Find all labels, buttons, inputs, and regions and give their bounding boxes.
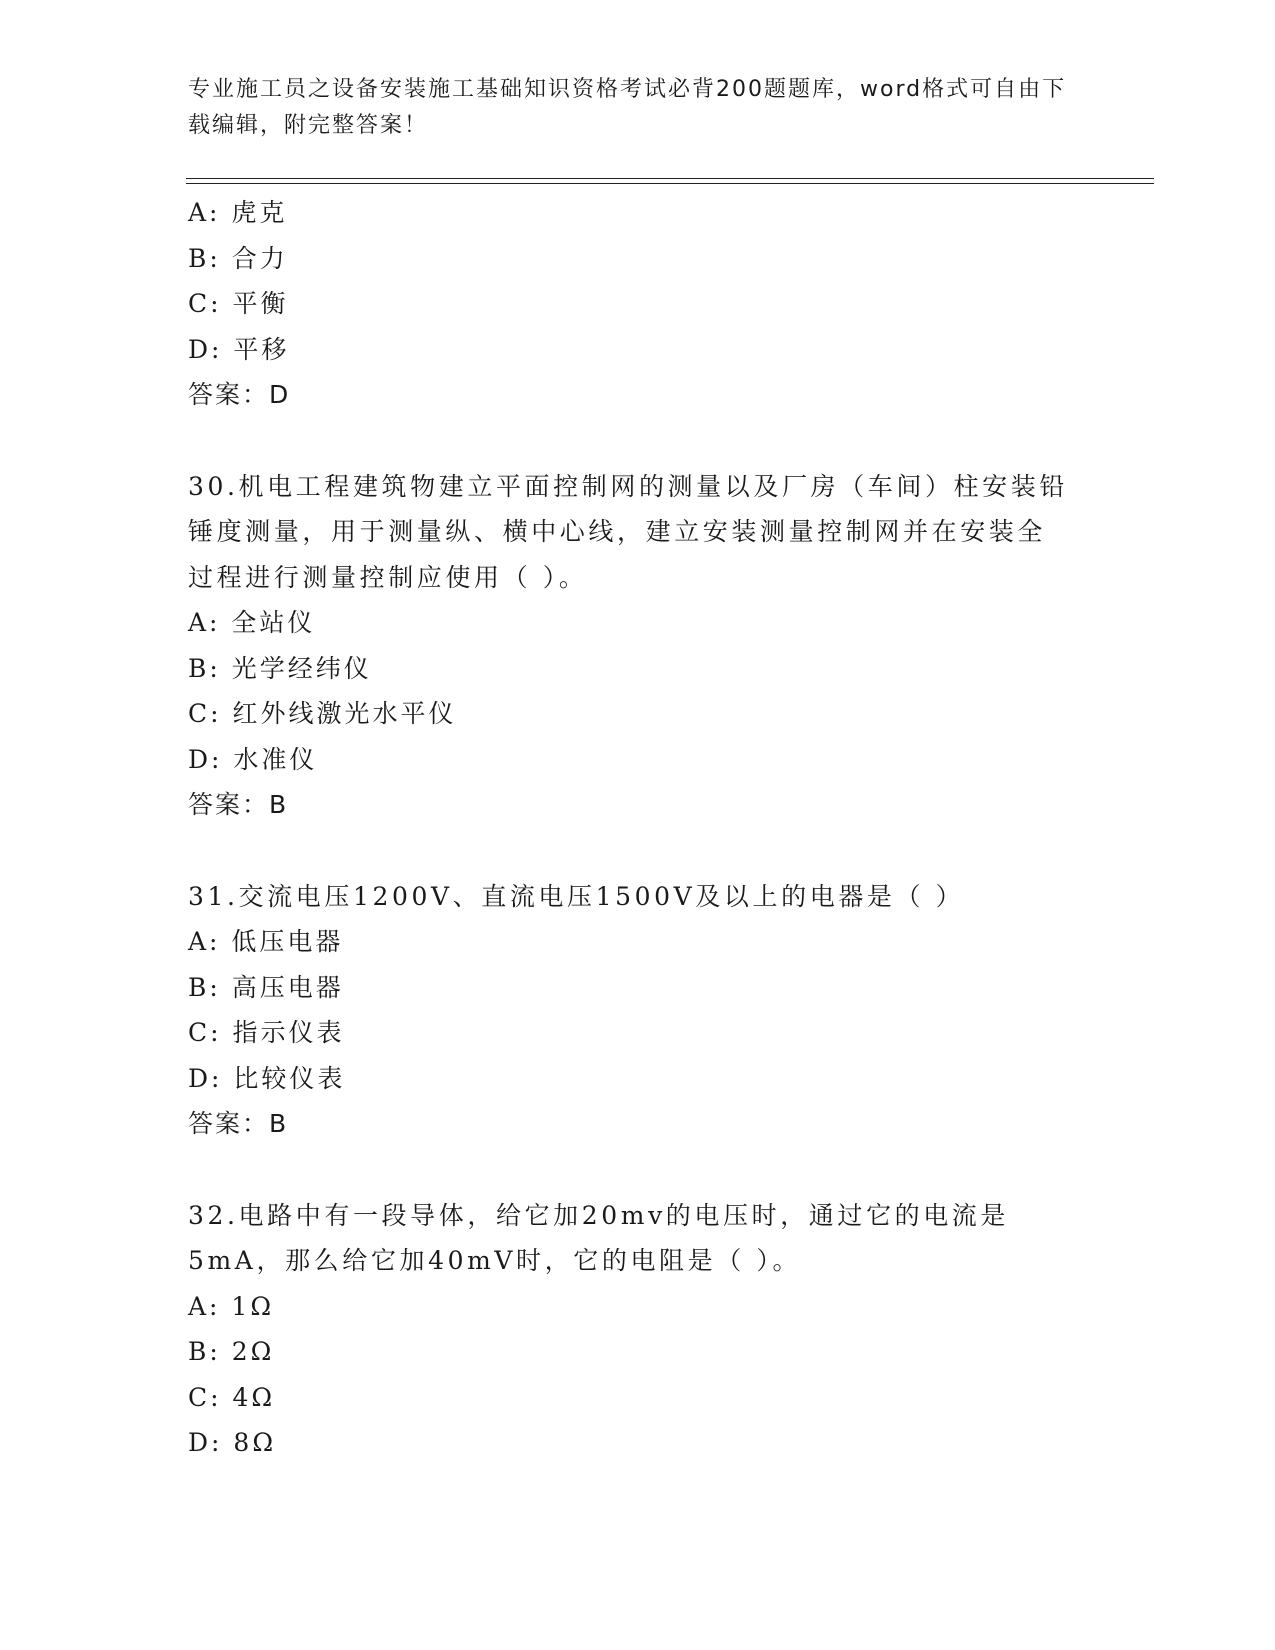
option-c: C: 4Ω xyxy=(188,1382,276,1412)
page-header: 专业施工员之设备安装施工基础知识资格考试必背200题题库，word格式可自由下载编辑，附完整答案！ xyxy=(188,77,1067,138)
option-b: B: 合力 xyxy=(188,243,288,273)
option-d: D: 比较仪表 xyxy=(188,1063,346,1093)
option-a: A: 全站仪 xyxy=(188,608,316,637)
question-block xyxy=(188,464,1088,828)
option-b: B: 光学经纬仪 xyxy=(188,653,372,683)
option-b: B: 2Ω xyxy=(188,1337,275,1366)
answer-line: 答案：B xyxy=(188,1109,289,1138)
option-d: D: 平移 xyxy=(188,334,290,364)
block-spacer xyxy=(188,418,1088,464)
header-rule-bottom xyxy=(186,183,1154,184)
answer-line: 答案：D xyxy=(188,380,291,409)
option-a: A: 虎克 xyxy=(188,198,288,227)
question-block xyxy=(188,874,1088,1147)
question-text: 32.电路中有一段导体，给它加20mv的电压时，通过它的电流是5mA，那么给它加40mV时，它的电阻是（ ）。 xyxy=(188,1200,1010,1275)
answer-line: 答案：B xyxy=(188,790,289,819)
question-block xyxy=(188,1193,1088,1466)
option-d: D: 8Ω xyxy=(188,1428,277,1457)
question-block xyxy=(188,190,1088,418)
block-spacer xyxy=(188,1147,1088,1193)
question-text: 30.机电工程建筑物建立平面控制网的测量以及厂房（车间）柱安装铅锤度测量，用于测量纵、横中心线，建立安装测量控制网并在安装全过程进行测量控制应使用（ ）。 xyxy=(188,471,1068,592)
option-a: A: 1Ω xyxy=(188,1291,275,1321)
option-c: C: 平衡 xyxy=(188,289,289,318)
header-rule-top xyxy=(186,178,1154,179)
option-b: B: 高压电器 xyxy=(188,972,344,1002)
block-spacer xyxy=(188,828,1088,874)
question-list xyxy=(188,190,1088,1466)
option-a: A: 低压电器 xyxy=(188,927,344,956)
question-text: 31.交流电压1200V、直流电压1500V及以上的电器是（ ） xyxy=(188,881,965,911)
option-c: C: 指示仪表 xyxy=(188,1018,345,1047)
option-d: D: 水准仪 xyxy=(188,744,318,774)
option-c: C: 红外线激光水平仪 xyxy=(188,699,457,728)
